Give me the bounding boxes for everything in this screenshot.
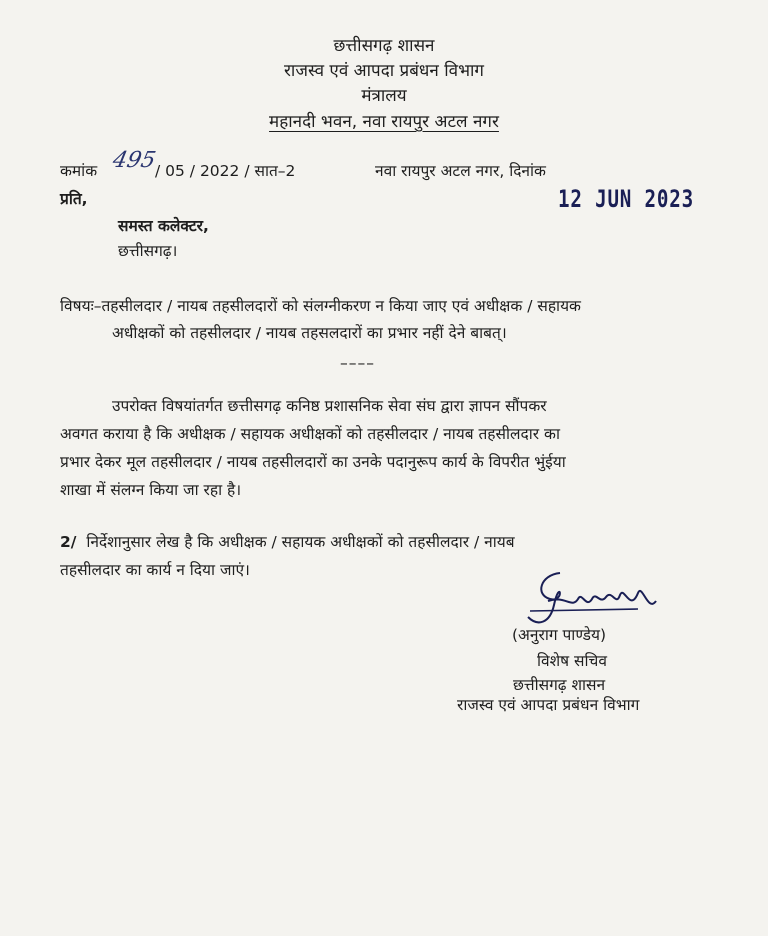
header-ministry: मंत्रालय [361,86,407,106]
para2-line: निर्देशानुसार लेख है कि अधीक्षक / सहायक अधीक्षकों को तहसीलदार / नायब [86,533,515,551]
signatory-department: राजस्व एवं आपदा प्रबंधन विभाग [457,696,640,714]
subject-separator: –––– [340,354,375,372]
para1-line: अवगत कराया है कि अधीक्षक / सहायक अधीक्षकों को तहसीलदार / नायब तहसीलदार का [60,425,560,443]
header-address: महानदी भवन, नवा रायपुर अटल नगर [269,112,499,132]
date-stamp: 12 JUN 2023 [558,185,694,213]
signatory-government: छत्तीसगढ़ शासन [513,676,606,694]
para1-line: प्रभार देकर मूल तहसीलदार / नायब तहसीलदारों का उनके पदानुरूप कार्य के विपरीत भुंईया [60,453,566,471]
header-department: राजस्व एवं आपदा प्रबंधन विभाग [283,61,484,81]
reference-number: / 05 / 2022 / सात–2 [155,162,296,180]
signatory-designation: विशेष सचिव [537,652,608,670]
subject-line2: अधीक्षकों को तहसीलदार / नायब तहसलदारों का प्रभार नहीं देने बाबत्। [112,324,507,342]
signatory-name: (अनुराग पाण्डेय) [512,626,607,644]
body-paragraph-1 [60,392,710,504]
para2-line: तहसीलदार का कार्य न दिया जाएं। [60,561,250,579]
para1-line: उपरोक्त विषयांतर्गत छत्तीसगढ़ कनिष्ठ प्रशासनिक सेवा संघ द्वारा ज्ञापन सौंपकर [112,397,547,415]
reference-handwritten-number: 495 [110,148,158,173]
para2-number: 2/ [60,533,77,551]
place-date-label: नवा रायपुर अटल नगर, दिनांक [375,162,546,180]
para1-line: शाखा में संलग्न किया जा रहा है। [60,481,242,499]
addressee-line1: समस्त कलेक्टर, [118,217,209,235]
reference-label: कमांक [60,162,98,180]
header-government: छत्तीसगढ़ शासन [333,36,435,56]
addressee-line2: छत्तीसगढ़। [118,242,178,260]
subject-line1: विषयः–तहसीलदार / नायब तहसीलदारों को संलग्नीकरण न किया जाए एवं अधीक्षक / सहायक [60,297,581,315]
addressee-prati: प्रति, [60,190,88,208]
